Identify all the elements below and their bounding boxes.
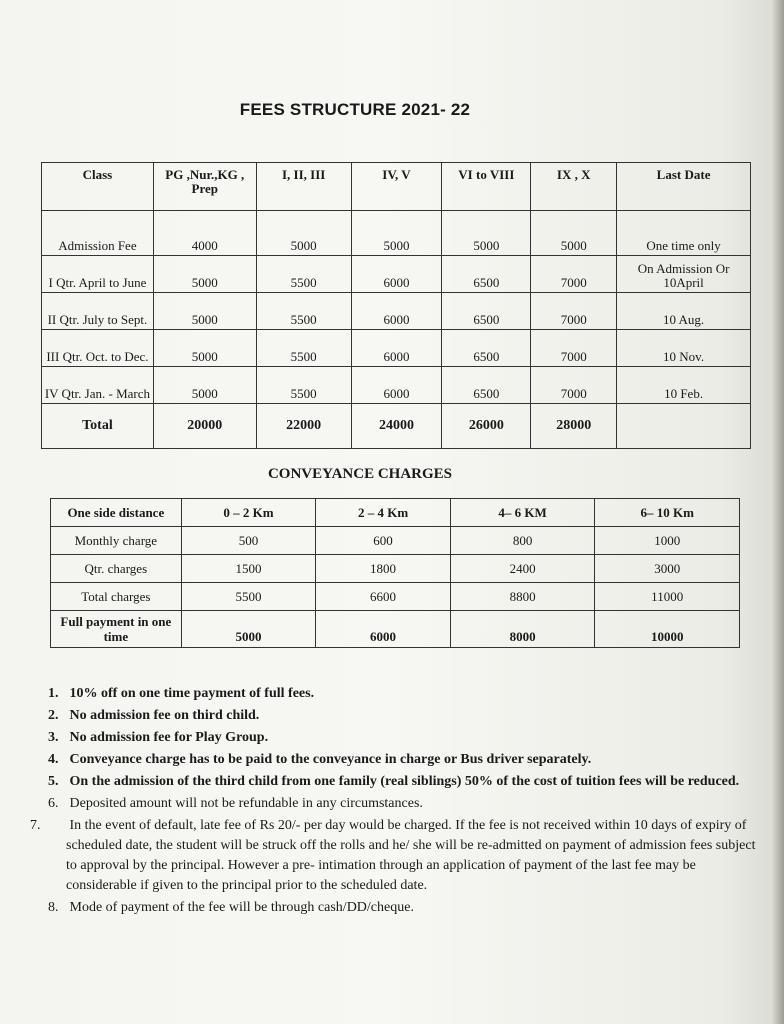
conveyance-row-full-payment bbox=[51, 611, 740, 648]
last-date-cell: 10 Nov. bbox=[617, 330, 751, 367]
conveyance-header-row bbox=[51, 499, 740, 527]
last-date-cell: 10 Aug. bbox=[617, 293, 751, 330]
charge-cell: 10000 bbox=[595, 611, 740, 648]
note-item bbox=[48, 898, 764, 918]
row-label: Monthly charge bbox=[51, 527, 182, 555]
note-item bbox=[48, 728, 764, 748]
header-ix-x: IX , X bbox=[531, 163, 617, 211]
fees-row-admission bbox=[42, 211, 751, 256]
note-text: Conveyance charge has to be paid to the conveyance in charge or Bus driver separately. bbox=[69, 752, 592, 767]
header-iv-v: IV, V bbox=[351, 163, 442, 211]
charge-cell: 1000 bbox=[595, 527, 740, 555]
note-text: No admission fee on third child. bbox=[69, 708, 260, 723]
note-text: On the admission of the third child from one family (real siblings) 50% of the cost of tuition fees will be reduced. bbox=[69, 774, 740, 789]
row-label: II Qtr. July to Sept. bbox=[42, 293, 154, 330]
row-label: Total charges bbox=[51, 583, 182, 611]
header-6-10km: 6– 10 Km bbox=[595, 499, 740, 527]
charge-cell: 2400 bbox=[450, 555, 595, 583]
fees-row-q1 bbox=[42, 256, 751, 293]
last-date-cell: On Admission Or 10April bbox=[617, 256, 751, 293]
header-pg-nur-kg-prep: PG ,Nur.,KG , Prep bbox=[153, 163, 256, 211]
fee-cell: 6500 bbox=[442, 293, 531, 330]
charge-cell: 8000 bbox=[450, 611, 595, 648]
fee-cell: 5500 bbox=[256, 293, 351, 330]
header-distance: One side distance bbox=[51, 499, 182, 527]
conveyance-title: CONVEYANCE CHARGES bbox=[267, 466, 453, 482]
conveyance-row-monthly bbox=[51, 527, 740, 555]
total-last-date-cell bbox=[617, 404, 751, 449]
fee-cell: 5500 bbox=[256, 330, 351, 367]
charge-cell: 1500 bbox=[181, 555, 316, 583]
note-number: 5. bbox=[48, 774, 59, 789]
fee-cell: 5000 bbox=[256, 211, 351, 256]
fee-cell: 5000 bbox=[442, 211, 531, 256]
note-item bbox=[30, 816, 764, 896]
charge-cell: 6000 bbox=[316, 611, 451, 648]
page-title: FEES STRUCTURE 2021- 22 bbox=[239, 100, 471, 119]
fees-row-q3 bbox=[42, 330, 751, 367]
charge-cell: 3000 bbox=[595, 555, 740, 583]
fees-table bbox=[41, 162, 751, 449]
header-last-date: Last Date bbox=[617, 163, 751, 211]
fee-cell: 6000 bbox=[351, 256, 442, 293]
fee-cell: 5000 bbox=[153, 293, 256, 330]
note-number: 7. bbox=[30, 818, 41, 833]
note-item bbox=[48, 684, 764, 704]
page-edge-shadow bbox=[770, 0, 784, 1024]
note-text: In the event of default, late fee of Rs 20/- per day would be charged. If the fee is not received within 10 days of expiry of scheduled date, the student will be struck off the rolls and he/ she will be re-admitted on payment of admission fees subject to approval by the principal. However a pre- intimation through an application of payment of the last fee may be considerable if given to the principal prior to the scheduled date. bbox=[66, 818, 756, 893]
fee-cell: 6500 bbox=[442, 330, 531, 367]
note-item bbox=[48, 706, 764, 726]
note-item bbox=[48, 794, 764, 814]
fee-cell: 7000 bbox=[531, 256, 617, 293]
fee-cell: 5000 bbox=[153, 367, 256, 404]
note-item bbox=[48, 750, 764, 770]
conveyance-row-total bbox=[51, 583, 740, 611]
charge-cell: 6600 bbox=[316, 583, 451, 611]
total-cell: 24000 bbox=[351, 404, 442, 449]
fee-cell: 6000 bbox=[351, 330, 442, 367]
conveyance-table bbox=[50, 498, 740, 648]
header-4-6km: 4– 6 KM bbox=[450, 499, 595, 527]
note-text: Deposited amount will not be refundable in any circumstances. bbox=[69, 796, 423, 811]
note-number: 2. bbox=[48, 708, 59, 723]
fee-cell: 7000 bbox=[531, 293, 617, 330]
fees-header-row bbox=[42, 163, 751, 211]
fee-cell: 6000 bbox=[351, 293, 442, 330]
fee-cell: 5000 bbox=[531, 211, 617, 256]
charge-cell: 11000 bbox=[595, 583, 740, 611]
fee-cell: 7000 bbox=[531, 367, 617, 404]
charge-cell: 8800 bbox=[450, 583, 595, 611]
fees-row-q4 bbox=[42, 367, 751, 404]
charge-cell: 600 bbox=[316, 527, 451, 555]
charge-cell: 500 bbox=[181, 527, 316, 555]
fee-cell: 7000 bbox=[531, 330, 617, 367]
note-item bbox=[48, 772, 764, 792]
notes-list bbox=[30, 684, 764, 920]
note-text: 10% off on one time payment of full fees. bbox=[69, 686, 315, 701]
row-label: III Qtr. Oct. to Dec. bbox=[42, 330, 154, 367]
header-i-ii-iii: I, II, III bbox=[256, 163, 351, 211]
conveyance-row-quarterly bbox=[51, 555, 740, 583]
fees-row-q2 bbox=[42, 293, 751, 330]
fee-cell: 5000 bbox=[153, 256, 256, 293]
note-number: 3. bbox=[48, 730, 59, 745]
row-label: Qtr. charges bbox=[51, 555, 182, 583]
fee-cell: 6500 bbox=[442, 367, 531, 404]
row-label: IV Qtr. Jan. - March bbox=[42, 367, 154, 404]
charge-cell: 5000 bbox=[181, 611, 316, 648]
header-0-2km: 0 – 2 Km bbox=[181, 499, 316, 527]
fee-cell: 5000 bbox=[351, 211, 442, 256]
last-date-cell: One time only bbox=[617, 211, 751, 256]
row-label: Full payment in one time bbox=[51, 611, 182, 648]
fee-cell: 5000 bbox=[153, 330, 256, 367]
note-number: 4. bbox=[48, 752, 59, 767]
note-text: Mode of payment of the fee will be through cash/DD/cheque. bbox=[69, 900, 414, 915]
total-label: Total bbox=[42, 404, 154, 449]
header-vi-to-viii: VI to VIII bbox=[442, 163, 531, 211]
note-number: 1. bbox=[48, 686, 59, 701]
fee-cell: 5500 bbox=[256, 256, 351, 293]
fee-cell: 4000 bbox=[153, 211, 256, 256]
note-number: 6. bbox=[48, 796, 59, 811]
fee-cell: 6500 bbox=[442, 256, 531, 293]
last-date-cell: 10 Feb. bbox=[617, 367, 751, 404]
row-label: Admission Fee bbox=[42, 211, 154, 256]
note-number: 8. bbox=[48, 900, 59, 915]
total-cell: 20000 bbox=[153, 404, 256, 449]
fee-cell: 5500 bbox=[256, 367, 351, 404]
charge-cell: 5500 bbox=[181, 583, 316, 611]
row-label: I Qtr. April to June bbox=[42, 256, 154, 293]
header-2-4km: 2 – 4 Km bbox=[316, 499, 451, 527]
total-cell: 22000 bbox=[256, 404, 351, 449]
fee-cell: 6000 bbox=[351, 367, 442, 404]
total-cell: 26000 bbox=[442, 404, 531, 449]
total-cell: 28000 bbox=[531, 404, 617, 449]
charge-cell: 1800 bbox=[316, 555, 451, 583]
header-class: Class bbox=[42, 163, 154, 211]
fees-row-total bbox=[42, 404, 751, 449]
charge-cell: 800 bbox=[450, 527, 595, 555]
note-text: No admission fee for Play Group. bbox=[69, 730, 269, 745]
